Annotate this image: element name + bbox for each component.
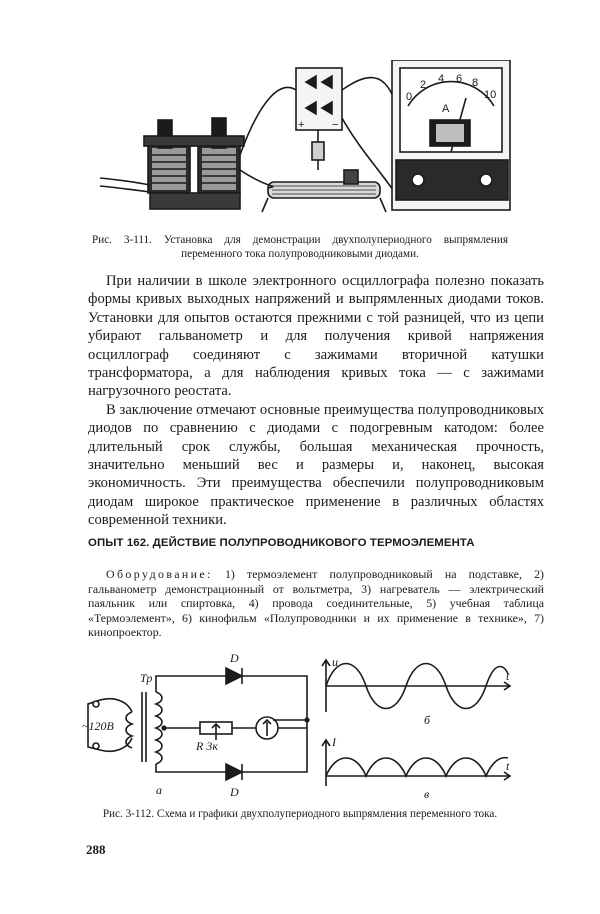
meter-scale-8: 8 — [472, 77, 479, 89]
equipment-list — [88, 567, 544, 640]
label-graph-v: в — [424, 787, 430, 801]
meter-scale-6: 6 — [456, 73, 463, 85]
label-schematic-a: а — [156, 783, 162, 797]
axis-t2 — [326, 772, 510, 780]
label-transformer: Тр — [140, 671, 153, 685]
transformer-core — [142, 692, 146, 762]
label-voltage-source: ~120В — [82, 719, 114, 733]
axis-t1 — [326, 682, 510, 690]
label-diode-top: D — [230, 652, 239, 665]
rectified-wave — [326, 758, 508, 776]
meter-scale-0: 0 — [406, 91, 413, 103]
paragraph-advantages: В заключение отмечают основные преимущества полупроводниковых диодов по сравнению с диодами с подогревным катодом: более длительный срок службы, большая механическая прочность, значительно меньший вес и размеры и, наконец, высокая экономичность. Эти преимущества обеспечили полупроводниковым диодам широкое практическое применение в различных областях современной техники. — [88, 401, 544, 529]
page-number: 288 — [86, 842, 106, 857]
axis-i — [322, 740, 330, 786]
figure-3-111-caption: Рис. 3-111. Установка для демонстрации двухполупериодного выпрямления переменного тока полупроводниковыми диодами. — [92, 234, 508, 260]
equipment-text: 1) термоэлемент полупроводниковый на подставке, 2) гальванометр демонстрационный от вольтметра, 3) нагреватель — электрический паяльник или спиртовка, 4) провода соединительные, 5) учебная таблица «Термоэлемент», 6) кинофильм «Полупроводники и их применение в технике», 7) кинопроектор. — [88, 567, 544, 640]
label-axis-i: I — [332, 735, 336, 749]
meter-scale-10: 10 — [484, 89, 497, 101]
body-text — [88, 272, 544, 530]
secondary-coil — [156, 692, 162, 764]
diode-bottom-symbol — [226, 764, 242, 780]
diode-minus-label: − — [332, 119, 339, 131]
diode-plus-label: + — [298, 119, 305, 131]
meter-scale-4: 4 — [438, 73, 445, 85]
label-resistor: R 3к — [196, 739, 218, 753]
source-terminal-bottom — [93, 743, 99, 749]
equipment-label: Оборудование: — [106, 567, 213, 581]
graph-current — [322, 740, 510, 786]
label-axis-t1: t — [506, 669, 510, 683]
paragraph-oscilloscope: При наличии в школе электронного осциллографа полезно показать формы кривых выходных напряжений и выпрямленных диодами токов. Установки для опытов остаются прежними с той разницей, что из цепи убирают гальванометр и для получения кривой напряжения осциллограф соединяют с зажимами вторичной катушки трансформатора, а для наблюдения кривых тока — с зажимами нагрузочного реостата. — [88, 273, 544, 400]
figure-apparatus-illustration — [100, 60, 520, 230]
label-axis-u: u — [332, 655, 338, 669]
transformer-drawing — [100, 118, 244, 209]
diode-top-symbol — [226, 668, 242, 684]
graph-voltage — [322, 660, 510, 712]
section-title: ОПЫТ 162. ДЕЙСТВИЕ ПОЛУПРОВОДНИКОВОГО ТЕРМОЭЛЕМЕНТА — [88, 537, 475, 549]
resistor-slider — [212, 724, 220, 740]
meter-unit-label: A — [442, 103, 450, 115]
figure-3-112-caption: Рис. 3-112. Схема и графики двухполупериодного выпрямления переменного тока. — [102, 808, 498, 820]
label-graph-b: б — [424, 713, 431, 727]
rheostat-drawing — [262, 170, 386, 212]
ammeter-drawing — [392, 60, 510, 210]
label-diode-bottom: D — [230, 785, 239, 799]
source-terminal-top — [93, 701, 99, 707]
label-axis-t2: t — [506, 759, 510, 773]
meter-scale-2: 2 — [420, 79, 427, 91]
figure-rectifier-schematic — [80, 652, 530, 802]
